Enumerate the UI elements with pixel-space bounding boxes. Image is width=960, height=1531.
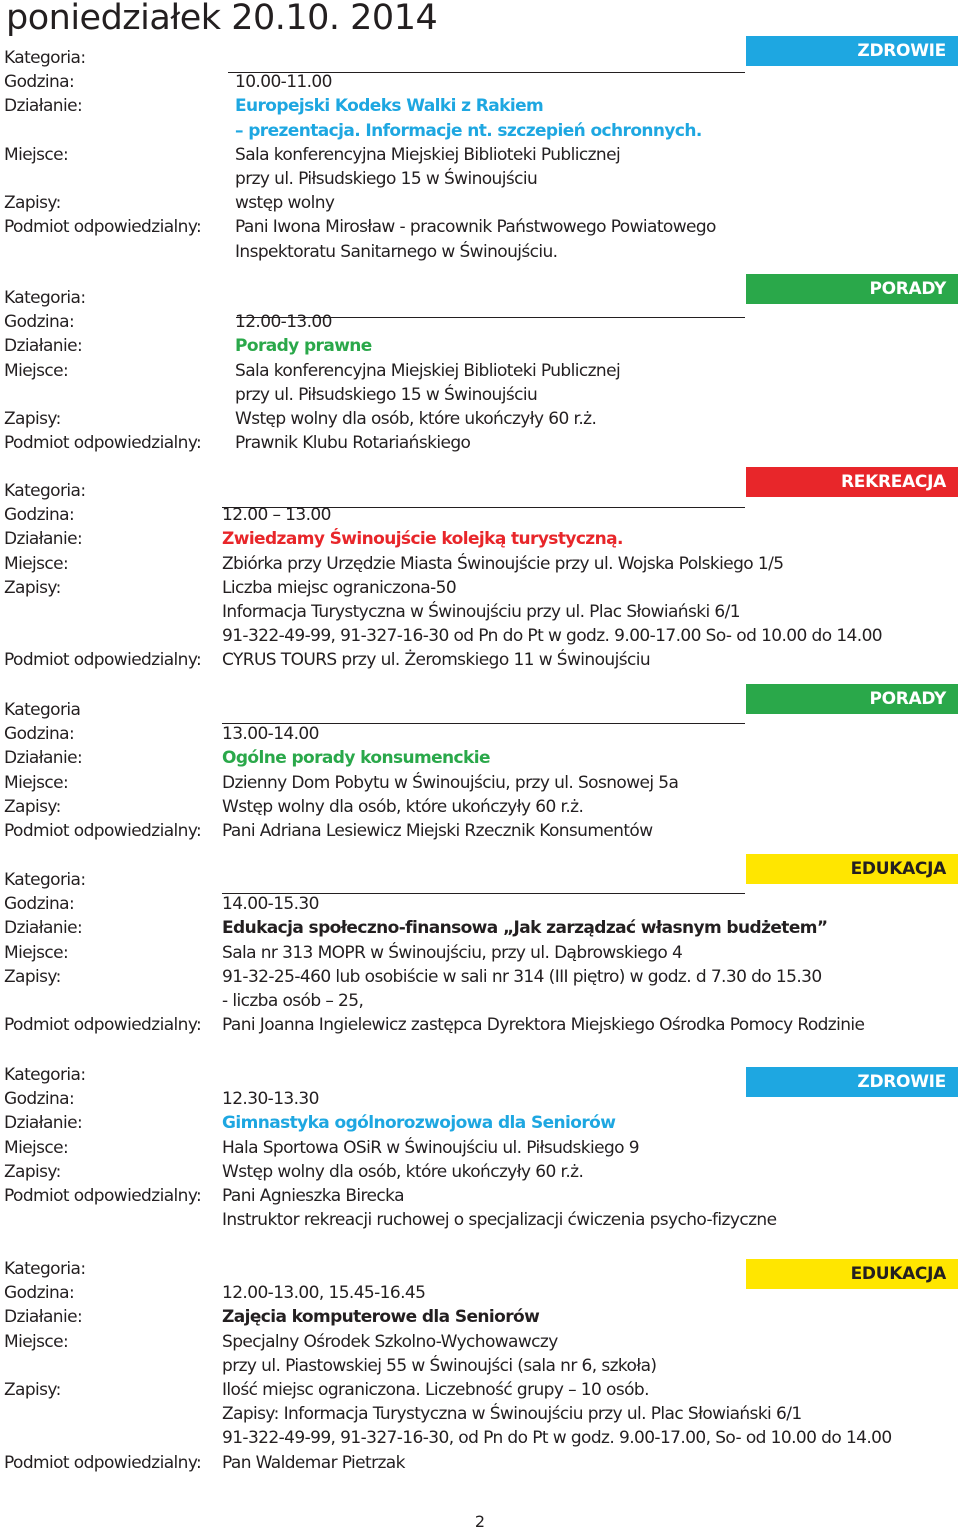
field-label: Zapisy: bbox=[4, 796, 61, 817]
field-row bbox=[0, 94, 960, 118]
field-label: Podmiot odpowiedzialny: bbox=[4, 433, 202, 454]
field-value: Liczba miejsc ograniczona-50 bbox=[222, 577, 457, 598]
field-value: - liczba osób – 25, bbox=[222, 991, 364, 1011]
field-row bbox=[0, 1208, 960, 1232]
field-value: CYRUS TOURS przy ul. Żeromskiego 11 w Świnoujściu bbox=[222, 650, 650, 671]
field-label: Zapisy: bbox=[4, 1161, 61, 1182]
field-value: Wstęp wolny dla osób, które ukończyły 60 r.ż. bbox=[222, 796, 584, 817]
field-label: Kategoria: bbox=[4, 1259, 86, 1279]
field-value: Informacja Turystyczna w Świnoujściu przy ul. Plac Słowiański 6/1 bbox=[222, 602, 740, 622]
field-label: Działanie: bbox=[4, 1307, 83, 1328]
field-row bbox=[0, 1136, 960, 1160]
field-label: Zapisy: bbox=[4, 1380, 61, 1400]
activity-title: Porady prawne bbox=[235, 336, 372, 357]
category-badge: EDUKACJA bbox=[746, 1259, 958, 1289]
field-value: Pani Iwona Mirosław - pracownik Państwowego Powiatowego bbox=[235, 217, 716, 238]
activity-title: Gimnastyka ogólnorozwojowa dla Seniorów bbox=[222, 1113, 616, 1134]
field-row bbox=[0, 868, 960, 892]
category-badge: PORADY bbox=[746, 684, 958, 714]
field-row bbox=[0, 941, 960, 965]
field-row bbox=[0, 1305, 960, 1329]
field-row bbox=[0, 46, 960, 70]
field-row bbox=[0, 527, 960, 551]
field-value: Hala Sportowa OSiR w Świnoujściu ul. Piłsudskiego 9 bbox=[222, 1137, 639, 1158]
field-row bbox=[0, 1257, 960, 1281]
field-row bbox=[0, 334, 960, 358]
field-row bbox=[0, 215, 960, 239]
field-value: Instruktor rekreacji ruchowej o specjalizacji ćwiczenia psycho-fizyczne bbox=[222, 1210, 777, 1231]
field-label: Kategoria: bbox=[4, 288, 86, 308]
field-label: Działanie: bbox=[4, 96, 83, 117]
field-row bbox=[0, 989, 960, 1013]
field-value: Sala konferencyjna Miejskiej Biblioteki Publicznej bbox=[235, 144, 621, 165]
field-value: wstęp wolny bbox=[235, 193, 335, 214]
field-label: Godzina: bbox=[4, 724, 75, 745]
field-label: Zapisy: bbox=[4, 966, 61, 987]
field-value: przy ul. Piastowskiej 55 w Świnoujści (sala nr 6, szkoła) bbox=[222, 1355, 657, 1376]
field-value: Pani Joanna Ingielewicz zastępca Dyrektora Miejskiego Ośrodka Pomocy Rodzinie bbox=[222, 1015, 865, 1036]
category-badge: ZDROWIE bbox=[746, 36, 958, 66]
field-value: Wstęp wolny dla osób, które ukończyły 60 r.ż. bbox=[235, 409, 597, 429]
field-label: Godzina: bbox=[4, 894, 75, 915]
field-row bbox=[0, 1426, 960, 1450]
field-row bbox=[0, 552, 960, 576]
field-row bbox=[0, 916, 960, 940]
field-row bbox=[0, 1111, 960, 1135]
event-entry bbox=[0, 279, 960, 465]
field-row bbox=[0, 167, 960, 191]
field-row bbox=[0, 143, 960, 167]
field-label: Podmiot odpowiedzialny: bbox=[4, 821, 202, 841]
field-value: Zapisy: Informacja Turystyczna w Świnoujściu przy ul. Plac Słowiański 6/1 bbox=[222, 1404, 802, 1425]
field-label: Działanie: bbox=[4, 918, 83, 939]
field-label: Podmiot odpowiedzialny: bbox=[4, 1186, 202, 1206]
event-entry bbox=[0, 859, 960, 1047]
field-row bbox=[0, 1281, 960, 1305]
field-value: przy ul. Piłsudskiego 15 w Świnoujściu bbox=[235, 169, 538, 189]
field-label: Kategoria: bbox=[4, 481, 86, 501]
field-label: Godzina: bbox=[4, 1283, 75, 1304]
field-value: przy ul. Piłsudskiego 15 w Świnoujściu bbox=[235, 384, 538, 405]
field-label: Działanie: bbox=[4, 1113, 83, 1134]
field-label: Miejsce: bbox=[4, 1331, 69, 1352]
field-row bbox=[0, 70, 960, 94]
field-row bbox=[0, 965, 960, 989]
activity-title: Zwiedzamy Świnoujście kolejką turystyczną. bbox=[222, 529, 623, 550]
field-label: Podmiot odpowiedzialny: bbox=[4, 1015, 202, 1036]
field-value: 14.00-15.30 bbox=[222, 894, 319, 915]
field-label: Zapisy: bbox=[4, 193, 61, 214]
field-row bbox=[0, 722, 960, 746]
field-row bbox=[0, 1087, 960, 1111]
event-entry bbox=[0, 1063, 960, 1242]
field-value: 10.00-11.00 bbox=[235, 72, 332, 93]
field-label: Miejsce: bbox=[4, 360, 69, 381]
field-label: Kategoria: bbox=[4, 48, 86, 68]
field-label: Godzina: bbox=[4, 505, 75, 526]
field-row bbox=[0, 1354, 960, 1378]
field-row bbox=[0, 1402, 960, 1426]
field-value: 12.00-13.00, 15.45-16.45 bbox=[222, 1283, 426, 1304]
field-value: 12.00 – 13.00 bbox=[222, 505, 331, 526]
field-value: Sala nr 313 MOPR w Świnoujściu, przy ul. Dąbrowskiego 4 bbox=[222, 942, 683, 963]
field-value: Wstęp wolny dla osób, które ukończyły 60 r.ż. bbox=[222, 1161, 584, 1182]
field-row bbox=[0, 1160, 960, 1184]
event-entry bbox=[0, 689, 960, 853]
category-badge: REKREACJA bbox=[746, 467, 958, 497]
field-value: Specjalny Ośrodek Szkolno-Wychowawczy bbox=[222, 1331, 558, 1352]
field-label: Miejsce: bbox=[4, 553, 69, 574]
field-label: Zapisy: bbox=[4, 409, 61, 429]
field-label: Zapisy: bbox=[4, 577, 61, 598]
field-row bbox=[0, 503, 960, 527]
field-label: Podmiot odpowiedzialny: bbox=[4, 1452, 202, 1473]
field-row bbox=[0, 819, 960, 843]
event-entry bbox=[0, 1257, 960, 1485]
field-value: 12.00-13.00 bbox=[235, 312, 332, 333]
activity-title: Zajęcia komputerowe dla Seniorów bbox=[222, 1307, 540, 1328]
category-badge: ZDROWIE bbox=[746, 1067, 958, 1097]
field-label: Miejsce: bbox=[4, 144, 69, 165]
field-row bbox=[0, 698, 960, 722]
field-row bbox=[0, 119, 960, 143]
field-row bbox=[0, 431, 960, 455]
field-label: Miejsce: bbox=[4, 1137, 69, 1158]
field-row bbox=[0, 624, 960, 648]
field-label: Miejsce: bbox=[4, 942, 69, 963]
field-row bbox=[0, 359, 960, 383]
field-row bbox=[0, 576, 960, 600]
field-label: Kategoria: bbox=[4, 870, 86, 890]
field-row bbox=[0, 600, 960, 624]
field-label: Podmiot odpowiedzialny: bbox=[4, 217, 202, 238]
field-label: Kategoria: bbox=[4, 1065, 86, 1085]
field-value: Pani Adriana Lesiewicz Miejski Rzecznik Konsumentów bbox=[222, 821, 653, 841]
page-number: 2 bbox=[474, 1512, 486, 1531]
field-row bbox=[0, 1330, 960, 1354]
field-row bbox=[0, 1451, 960, 1475]
field-value: 91-322-49-99, 91-327-16-30 od Pn do Pt w godz. 9.00-17.00 So- od 10.00 do 14.00 bbox=[222, 626, 883, 647]
field-label: Kategoria bbox=[4, 700, 81, 720]
field-row bbox=[0, 286, 960, 310]
field-value: Inspektoratu Sanitarnego w Świnoujściu. bbox=[235, 241, 558, 262]
field-row bbox=[0, 648, 960, 672]
event-entry bbox=[0, 41, 960, 274]
field-row bbox=[0, 407, 960, 431]
activity-title: – prezentacja. Informacje nt. szczepień ochronnych. bbox=[235, 120, 702, 141]
activity-title: Ogólne porady konsumenckie bbox=[222, 748, 490, 769]
activity-title: Europejski Kodeks Walki z Rakiem bbox=[235, 96, 544, 117]
page-title: poniedziałek 20.10. 2014 bbox=[6, 0, 438, 38]
field-value: Zbiórka przy Urzędzie Miasta Świnoujście przy ul. Wojska Polskiego 1/5 bbox=[222, 553, 784, 574]
activity-title: Edukacja społeczno-finansowa „Jak zarządzać własnym budżetem” bbox=[222, 918, 828, 939]
field-row bbox=[0, 310, 960, 334]
field-value: Sala konferencyjna Miejskiej Biblioteki Publicznej bbox=[235, 360, 621, 381]
field-label: Godzina: bbox=[4, 312, 75, 333]
field-label: Działanie: bbox=[4, 336, 83, 357]
field-row bbox=[0, 479, 960, 503]
field-row bbox=[0, 383, 960, 407]
field-label: Działanie: bbox=[4, 529, 83, 550]
field-label: Godzina: bbox=[4, 72, 75, 93]
field-label: Miejsce: bbox=[4, 772, 69, 793]
field-row bbox=[0, 771, 960, 795]
category-badge: EDUKACJA bbox=[746, 854, 958, 884]
field-label: Podmiot odpowiedzialny: bbox=[4, 650, 202, 671]
field-row bbox=[0, 795, 960, 819]
category-badge: PORADY bbox=[746, 274, 958, 304]
field-row bbox=[0, 892, 960, 916]
field-row bbox=[0, 240, 960, 264]
field-value: 12.30-13.30 bbox=[222, 1089, 319, 1110]
field-value: 91-32-25-460 lub osobiście w sali nr 314 (III piętro) w godz. d 7.30 do 15.30 bbox=[222, 966, 822, 987]
field-row bbox=[0, 1063, 960, 1087]
field-value: 13.00-14.00 bbox=[222, 724, 319, 745]
field-row bbox=[0, 1013, 960, 1037]
field-value: Dzienny Dom Pobytu w Świnoujściu, przy ul. Sosnowej 5a bbox=[222, 772, 679, 793]
field-label: Działanie: bbox=[4, 748, 83, 769]
field-row bbox=[0, 1184, 960, 1208]
field-row bbox=[0, 746, 960, 770]
field-row bbox=[0, 191, 960, 215]
field-row bbox=[0, 1378, 960, 1402]
field-label: Godzina: bbox=[4, 1089, 75, 1110]
field-value: Prawnik Klubu Rotariańskiego bbox=[235, 433, 471, 454]
field-value: Pani Agnieszka Birecka bbox=[222, 1186, 404, 1206]
event-entry bbox=[0, 472, 960, 683]
field-value: 91-322-49-99, 91-327-16-30, od Pn do Pt w godz. 9.00-17.00, So- od 10.00 do 14.00 bbox=[222, 1428, 892, 1449]
field-value: Pan Waldemar Pietrzak bbox=[222, 1452, 405, 1473]
field-value: Ilość miejsc ograniczona. Liczebność grupy – 10 osób. bbox=[222, 1380, 649, 1400]
